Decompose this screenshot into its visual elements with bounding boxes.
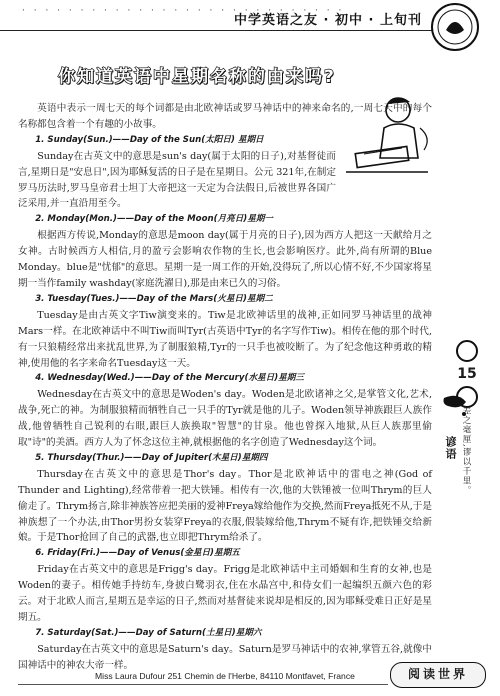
- footer-credit: Miss Laura Dufour 251 Chemin de l'Herbe, 84110 Montfavet, France: [95, 671, 355, 681]
- page-number: 15: [457, 366, 477, 382]
- header-rule: [0, 30, 432, 31]
- journal-title: 中学英语之友 · 初中 · 上旬刊: [234, 13, 422, 28]
- proverb-box: [440, 392, 498, 532]
- day-heading-saturday: 7. Saturday(Sat.)——Day of Saturn(土星日)星期六: [35, 627, 262, 638]
- article-body: [18, 101, 432, 674]
- day-text-sunday: Sunday在古英文中的意思是sun's day(属于太阳的日子),对基督徒而言,星期日是"安息日",因为耶稣复活的日子是在星期日。公元 321年,在制定罗马历法时,罗马皇帝君士坦丁大帝把这一天定为合法假日,后被世界各国广泛采用,并一直沿用至今。: [18, 150, 336, 210]
- proverb-text: 差之毫厘,谬以千里。: [461, 406, 471, 496]
- day-heading-friday: 6. Friday(Fri.)——Day of Venus(金星日)星期五: [35, 548, 240, 559]
- day-heading-monday: 2. Monday(Mon.)——Day of the Moon(月亮日)星期一: [35, 214, 274, 225]
- day-text-tuesday: Tuesday是由古英文字Tiw演变来的。Tiw是北欧神话里的战神,正如同罗马神话里的战神Mars一样。在北欧神话中不叫Tiw而叫Tyr(古英语中Tyr的名字写作Tiw)。相传在他的那个时代,有一只狼精经常出来扰乱世界,为了制服狼精,Tyr的一只手也被咬断了。为了纪念他这种勇敢的精神,使用他的名字来命名Tuesday这一天。: [18, 309, 432, 369]
- day-text-saturday: Saturday在古英文中的意思是Saturn's day。Saturn是罗马神话中的农神,掌管五谷,就像中国神话中的神农大帝一样。: [18, 643, 432, 671]
- day-text-thursday: Thursday在古英文中的意思是Thor's day。Thor是北欧神话中的雷电之神(God of Thunder and Lighting),经常带着一把大铁锤。相传有一次,他的大铁锤被一位叫Thrym的巨人偷走了。Thrym扬言,除非神族答应把美丽的爱神Freya嫁给他作为交换,然而Freya抵死不从,于是神族想了一个办法,由Thor男扮女装穿Freya的衣服,假装嫁给他,Thrym不疑有诈,把铁锤交给新娘。于是Thor抢回了自己的武器,也立即把Thrym给杀了。: [18, 468, 432, 544]
- proverb-label: 谚语: [444, 436, 457, 460]
- header-decoration: · · · · · · · · · · · · · · · · · · · · · · · · · · · ·: [22, 6, 345, 16]
- day-heading-thursday: 5. Thursday(Thur.)——Day of Jupiter(木星日)星期四: [35, 452, 268, 463]
- day-heading-sunday: 1. Sunday(Sun.)——Day of the Sun(太阳日) 星期日: [35, 134, 264, 145]
- day-heading-tuesday: 3. Tuesday(Tues.)——Day of the Mars(火星日)星期二: [35, 293, 273, 304]
- journal-logo-icon: [428, 0, 482, 54]
- day-text-monday: 根据西方传说,Monday的意思是moon day(属于月亮的日子),因为西方人把这一天献给月之女神。古时候西方人相信,月的盈亏会影响农作物的生长,也会影响医疗。此外,尚有所谓的Blue Monday。blue是"忧郁"的意思。星期一是一周工作的开始,没得玩了,所以心情不好,不少国家将星期一当作family washday(家庭洗濯日),那是由来已久的习俗。: [18, 230, 432, 289]
- intro-paragraph: 英语中表示一周七天的每个词都是由北欧神话或罗马神话中的神来命名的,一周七天中的每个名称都包含着一个有趣的小故事。: [18, 103, 432, 130]
- page-header: [0, 0, 500, 36]
- section-badge: 阅读世界: [390, 662, 486, 688]
- day-text-wednesday: Wednesday在古英文中的意思是Woden's day。Woden是北欧诸神之父,是掌管文化,艺术,战争,死亡的神。为制服狼精而牺牲自己一只手的Tyr就是他的儿子。Woden领导神族跟巨人族作战,他曾牺牲自己锐利的右眼,跟巨人族换取"智慧"的甘泉。他也曾探入地狱,从巨人族那里偷取"诗"的美酒。西方人为了怀念这位主神,就根据他的名字创造了Wednesday这个词。: [18, 389, 432, 449]
- footer-rule: [18, 684, 388, 685]
- article-title: 你知道英语中星期名称的由来吗?: [58, 67, 336, 87]
- ring-top-icon: [456, 340, 478, 362]
- day-heading-wednesday: 4. Wednesday(Wed.)——Day of the Mercury(水星日)星期三: [35, 373, 304, 384]
- day-text-friday: Friday在古英文中的意思是Frigg's day。Frigg是北欧神话中主司婚姻和生育的女神,也是Woden的妻子。相传她手持纺车,身披白鹭羽衣,住在水晶宫中,和侍女们一起编织五颜六色的彩云。对于北欧人而言,星期五是幸运的日子,然而对基督徒来说却是相反的,因为耶稣受难日正好是星期五。: [18, 564, 432, 623]
